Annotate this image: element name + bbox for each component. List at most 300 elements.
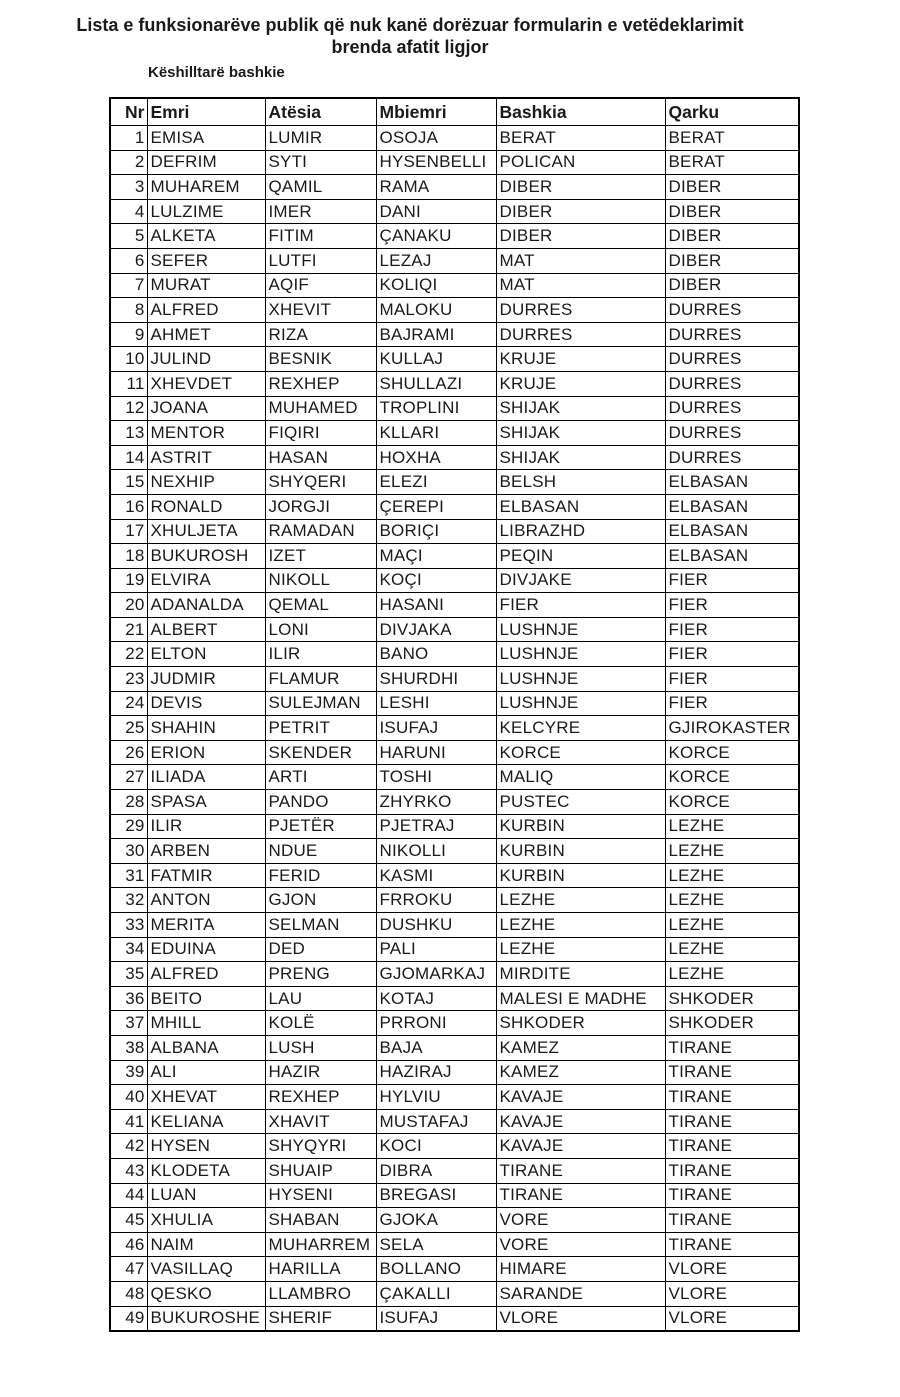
cell-mbiemri: HOXHA <box>376 445 496 470</box>
cell-qarku: LEZHE <box>665 888 799 913</box>
cell-mbiemri: BAJRAMI <box>376 322 496 347</box>
cell-bashkia: LEZHE <box>496 888 665 913</box>
table-row <box>110 667 799 692</box>
cell-atesia: HASAN <box>265 445 376 470</box>
cell-emri: ALFRED <box>147 962 265 987</box>
cell-emri: LUAN <box>147 1183 265 1208</box>
cell-qarku: DURRES <box>665 445 799 470</box>
cell-emri: ANTON <box>147 888 265 913</box>
table-row <box>110 322 799 347</box>
cell-atesia: NDUE <box>265 839 376 864</box>
cell-emri: DEFRIM <box>147 150 265 175</box>
cell-bashkia: LIBRAZHD <box>496 519 665 544</box>
cell-nr: 8 <box>110 298 147 323</box>
cell-emri: XHULIA <box>147 1208 265 1233</box>
cell-qarku: DURRES <box>665 371 799 396</box>
table-row <box>110 913 799 938</box>
cell-atesia: LAU <box>265 986 376 1011</box>
cell-emri: ALKETA <box>147 224 265 249</box>
cell-bashkia: SHIJAK <box>496 421 665 446</box>
table-row <box>110 1011 799 1036</box>
cell-emri: DEVIS <box>147 691 265 716</box>
cell-mbiemri: KOÇI <box>376 568 496 593</box>
cell-mbiemri: MAÇI <box>376 544 496 569</box>
cell-atesia: IZET <box>265 544 376 569</box>
cell-nr: 34 <box>110 937 147 962</box>
cell-atesia: RAMADAN <box>265 519 376 544</box>
cell-emri: ERION <box>147 740 265 765</box>
cell-bashkia: MAT <box>496 248 665 273</box>
cell-qarku: DIBER <box>665 199 799 224</box>
cell-nr: 3 <box>110 175 147 200</box>
table-row <box>110 544 799 569</box>
cell-nr: 20 <box>110 593 147 618</box>
table-row <box>110 1281 799 1306</box>
cell-qarku: LEZHE <box>665 937 799 962</box>
cell-mbiemri: BORIÇI <box>376 519 496 544</box>
cell-mbiemri: HYLVIU <box>376 1085 496 1110</box>
table-row <box>110 248 799 273</box>
cell-emri: JULIND <box>147 347 265 372</box>
cell-mbiemri: GJOMARKAJ <box>376 962 496 987</box>
cell-bashkia: KORCE <box>496 740 665 765</box>
cell-emri: LULZIME <box>147 199 265 224</box>
cell-qarku: LEZHE <box>665 814 799 839</box>
table-body <box>110 126 799 1332</box>
cell-atesia: XHEVIT <box>265 298 376 323</box>
cell-qarku: ELBASAN <box>665 544 799 569</box>
cell-atesia: MUHAMED <box>265 396 376 421</box>
cell-atesia: FERID <box>265 863 376 888</box>
cell-atesia: ILIR <box>265 642 376 667</box>
cell-bashkia: LUSHNJE <box>496 667 665 692</box>
cell-bashkia: KAVAJE <box>496 1134 665 1159</box>
cell-mbiemri: DANI <box>376 199 496 224</box>
table-row <box>110 937 799 962</box>
cell-atesia: HYSENI <box>265 1183 376 1208</box>
cell-bashkia: SHIJAK <box>496 396 665 421</box>
cell-bashkia: VORE <box>496 1232 665 1257</box>
cell-atesia: ARTI <box>265 765 376 790</box>
cell-emri: BUKUROSHE <box>147 1306 265 1331</box>
cell-emri: EMISA <box>147 126 265 151</box>
cell-nr: 41 <box>110 1109 147 1134</box>
cell-qarku: DIBER <box>665 248 799 273</box>
cell-nr: 18 <box>110 544 147 569</box>
table-row <box>110 1035 799 1060</box>
cell-nr: 35 <box>110 962 147 987</box>
cell-emri: XHEVAT <box>147 1085 265 1110</box>
cell-qarku: BERAT <box>665 150 799 175</box>
cell-nr: 28 <box>110 790 147 815</box>
cell-qarku: FIER <box>665 593 799 618</box>
cell-nr: 47 <box>110 1257 147 1282</box>
cell-emri: MENTOR <box>147 421 265 446</box>
cell-nr: 25 <box>110 716 147 741</box>
cell-emri: ALFRED <box>147 298 265 323</box>
cell-mbiemri: KLLARI <box>376 421 496 446</box>
table-row <box>110 199 799 224</box>
cell-qarku: DIBER <box>665 175 799 200</box>
cell-qarku: SHKODER <box>665 1011 799 1036</box>
cell-qarku: DURRES <box>665 421 799 446</box>
cell-nr: 22 <box>110 642 147 667</box>
cell-nr: 48 <box>110 1281 147 1306</box>
table-row <box>110 716 799 741</box>
cell-emri: MHILL <box>147 1011 265 1036</box>
table-row <box>110 1232 799 1257</box>
cell-qarku: TIRANE <box>665 1158 799 1183</box>
cell-nr: 13 <box>110 421 147 446</box>
table-row <box>110 568 799 593</box>
cell-bashkia: DIBER <box>496 224 665 249</box>
officials-table <box>109 97 800 1332</box>
cell-atesia: LLAMBRO <box>265 1281 376 1306</box>
header-atesia: Atësia <box>265 98 376 126</box>
cell-atesia: XHAVIT <box>265 1109 376 1134</box>
cell-emri: ILIADA <box>147 765 265 790</box>
table-row <box>110 470 799 495</box>
cell-atesia: SYTI <box>265 150 376 175</box>
cell-bashkia: SARANDE <box>496 1281 665 1306</box>
cell-mbiemri: BOLLANO <box>376 1257 496 1282</box>
cell-atesia: SELMAN <box>265 913 376 938</box>
cell-nr: 27 <box>110 765 147 790</box>
cell-nr: 45 <box>110 1208 147 1233</box>
cell-mbiemri: DIBRA <box>376 1158 496 1183</box>
cell-qarku: FIER <box>665 691 799 716</box>
cell-mbiemri: ELEZI <box>376 470 496 495</box>
cell-mbiemri: LESHI <box>376 691 496 716</box>
cell-nr: 1 <box>110 126 147 151</box>
cell-qarku: DIBER <box>665 224 799 249</box>
cell-qarku: BERAT <box>665 126 799 151</box>
cell-qarku: KORCE <box>665 740 799 765</box>
cell-emri: EDUINA <box>147 937 265 962</box>
cell-atesia: REXHEP <box>265 1085 376 1110</box>
table-row <box>110 494 799 519</box>
cell-bashkia: KAMEZ <box>496 1035 665 1060</box>
table-row <box>110 888 799 913</box>
cell-emri: QESKO <box>147 1281 265 1306</box>
cell-mbiemri: TOSHI <box>376 765 496 790</box>
cell-nr: 7 <box>110 273 147 298</box>
cell-emri: HYSEN <box>147 1134 265 1159</box>
cell-qarku: DURRES <box>665 322 799 347</box>
cell-qarku: DURRES <box>665 396 799 421</box>
cell-bashkia: MALESI E MADHE <box>496 986 665 1011</box>
cell-nr: 33 <box>110 913 147 938</box>
table-row <box>110 1183 799 1208</box>
cell-mbiemri: SELA <box>376 1232 496 1257</box>
cell-atesia: MUHARREM <box>265 1232 376 1257</box>
cell-bashkia: PUSTEC <box>496 790 665 815</box>
table-row <box>110 1085 799 1110</box>
cell-qarku: LEZHE <box>665 863 799 888</box>
table-row <box>110 445 799 470</box>
cell-mbiemri: ISUFAJ <box>376 716 496 741</box>
cell-qarku: FIER <box>665 617 799 642</box>
cell-mbiemri: SHURDHI <box>376 667 496 692</box>
cell-atesia: HARILLA <box>265 1257 376 1282</box>
cell-qarku: LEZHE <box>665 839 799 864</box>
table-row <box>110 150 799 175</box>
table-row <box>110 986 799 1011</box>
cell-emri: KELIANA <box>147 1109 265 1134</box>
cell-nr: 46 <box>110 1232 147 1257</box>
cell-bashkia: KRUJE <box>496 347 665 372</box>
table-row <box>110 593 799 618</box>
cell-nr: 12 <box>110 396 147 421</box>
cell-bashkia: SHKODER <box>496 1011 665 1036</box>
cell-bashkia: KURBIN <box>496 839 665 864</box>
cell-nr: 42 <box>110 1134 147 1159</box>
cell-emri: VASILLAQ <box>147 1257 265 1282</box>
table-row <box>110 396 799 421</box>
header-bashkia: Bashkia <box>496 98 665 126</box>
cell-atesia: PANDO <box>265 790 376 815</box>
cell-bashkia: VLORE <box>496 1306 665 1331</box>
table-row <box>110 273 799 298</box>
cell-bashkia: DURRES <box>496 322 665 347</box>
cell-mbiemri: BAJA <box>376 1035 496 1060</box>
cell-bashkia: KELCYRE <box>496 716 665 741</box>
cell-bashkia: LUSHNJE <box>496 691 665 716</box>
cell-nr: 17 <box>110 519 147 544</box>
cell-nr: 15 <box>110 470 147 495</box>
table-row <box>110 765 799 790</box>
cell-nr: 10 <box>110 347 147 372</box>
cell-bashkia: LEZHE <box>496 937 665 962</box>
cell-atesia: AQIF <box>265 273 376 298</box>
cell-mbiemri: SHULLAZI <box>376 371 496 396</box>
cell-nr: 30 <box>110 839 147 864</box>
cell-atesia: SHERIF <box>265 1306 376 1331</box>
cell-qarku: VLORE <box>665 1281 799 1306</box>
cell-mbiemri: ÇAKALLI <box>376 1281 496 1306</box>
cell-qarku: FIER <box>665 568 799 593</box>
cell-mbiemri: MALOKU <box>376 298 496 323</box>
cell-bashkia: VORE <box>496 1208 665 1233</box>
cell-qarku: VLORE <box>665 1257 799 1282</box>
table-row <box>110 347 799 372</box>
cell-emri: SEFER <box>147 248 265 273</box>
cell-nr: 49 <box>110 1306 147 1331</box>
cell-nr: 43 <box>110 1158 147 1183</box>
cell-nr: 39 <box>110 1060 147 1085</box>
cell-bashkia: SHIJAK <box>496 445 665 470</box>
cell-atesia: IMER <box>265 199 376 224</box>
cell-atesia: BESNIK <box>265 347 376 372</box>
cell-mbiemri: HASANI <box>376 593 496 618</box>
cell-qarku: ELBASAN <box>665 470 799 495</box>
table-row <box>110 126 799 151</box>
cell-nr: 21 <box>110 617 147 642</box>
cell-atesia: SKENDER <box>265 740 376 765</box>
cell-bashkia: BELSH <box>496 470 665 495</box>
cell-bashkia: KURBIN <box>496 863 665 888</box>
cell-qarku: DURRES <box>665 298 799 323</box>
cell-nr: 2 <box>110 150 147 175</box>
cell-atesia: PETRIT <box>265 716 376 741</box>
table-row <box>110 1257 799 1282</box>
cell-qarku: TIRANE <box>665 1232 799 1257</box>
cell-bashkia: TIRANE <box>496 1183 665 1208</box>
cell-mbiemri: RAMA <box>376 175 496 200</box>
cell-emri: JUDMIR <box>147 667 265 692</box>
document-title-line2: brenda afatit ligjor <box>331 37 489 57</box>
cell-emri: MURAT <box>147 273 265 298</box>
header-emri: Emri <box>147 98 265 126</box>
cell-mbiemri: HYSENBELLI <box>376 150 496 175</box>
cell-mbiemri: KOTAJ <box>376 986 496 1011</box>
cell-atesia: KOLË <box>265 1011 376 1036</box>
cell-nr: 29 <box>110 814 147 839</box>
cell-bashkia: DIBER <box>496 175 665 200</box>
table-row <box>110 1158 799 1183</box>
cell-emri: BEITO <box>147 986 265 1011</box>
table-row <box>110 1134 799 1159</box>
cell-atesia: LONI <box>265 617 376 642</box>
header-nr: Nr <box>110 98 147 126</box>
table-row <box>110 175 799 200</box>
document-title <box>0 14 820 58</box>
cell-mbiemri: KOLIQI <box>376 273 496 298</box>
cell-emri: XHEVDET <box>147 371 265 396</box>
cell-qarku: TIRANE <box>665 1208 799 1233</box>
cell-emri: ADANALDA <box>147 593 265 618</box>
table-row <box>110 519 799 544</box>
cell-bashkia: DIBER <box>496 199 665 224</box>
table-header-row <box>110 98 799 126</box>
cell-nr: 16 <box>110 494 147 519</box>
cell-emri: ALI <box>147 1060 265 1085</box>
cell-emri: FATMIR <box>147 863 265 888</box>
cell-mbiemri: KASMI <box>376 863 496 888</box>
cell-emri: NAIM <box>147 1232 265 1257</box>
cell-mbiemri: NIKOLLI <box>376 839 496 864</box>
header-mbiemri: Mbiemri <box>376 98 496 126</box>
cell-mbiemri: PRRONI <box>376 1011 496 1036</box>
cell-emri: ALBANA <box>147 1035 265 1060</box>
cell-atesia: NIKOLL <box>265 568 376 593</box>
cell-emri: ILIR <box>147 814 265 839</box>
cell-bashkia: POLICAN <box>496 150 665 175</box>
cell-mbiemri: FRROKU <box>376 888 496 913</box>
cell-atesia: SHYQERI <box>265 470 376 495</box>
cell-mbiemri: KULLAJ <box>376 347 496 372</box>
cell-emri: ELTON <box>147 642 265 667</box>
cell-bashkia: MIRDITE <box>496 962 665 987</box>
cell-mbiemri: ÇEREPI <box>376 494 496 519</box>
cell-atesia: LUSH <box>265 1035 376 1060</box>
cell-nr: 24 <box>110 691 147 716</box>
cell-atesia: LUTFI <box>265 248 376 273</box>
cell-atesia: DED <box>265 937 376 962</box>
cell-nr: 19 <box>110 568 147 593</box>
document-title-line1: Lista e funksionarëve publik që nuk kanë dorëzuar formularin e vetëdeklarimit <box>76 15 744 35</box>
cell-mbiemri: TROPLINI <box>376 396 496 421</box>
cell-atesia: JORGJI <box>265 494 376 519</box>
cell-mbiemri: BREGASI <box>376 1183 496 1208</box>
cell-bashkia: DIVJAKE <box>496 568 665 593</box>
cell-emri: RONALD <box>147 494 265 519</box>
cell-atesia: QEMAL <box>265 593 376 618</box>
cell-atesia: GJON <box>265 888 376 913</box>
cell-emri: ARBEN <box>147 839 265 864</box>
cell-bashkia: KAVAJE <box>496 1085 665 1110</box>
cell-nr: 14 <box>110 445 147 470</box>
table-row <box>110 1306 799 1331</box>
cell-bashkia: KRUJE <box>496 371 665 396</box>
cell-emri: NEXHIP <box>147 470 265 495</box>
cell-atesia: SHUAIP <box>265 1158 376 1183</box>
cell-nr: 5 <box>110 224 147 249</box>
table-row <box>110 814 799 839</box>
cell-emri: JOANA <box>147 396 265 421</box>
cell-qarku: TIRANE <box>665 1060 799 1085</box>
table-row <box>110 839 799 864</box>
cell-atesia: FITIM <box>265 224 376 249</box>
cell-atesia: PJETËR <box>265 814 376 839</box>
cell-mbiemri: HAZIRAJ <box>376 1060 496 1085</box>
cell-mbiemri: DIVJAKA <box>376 617 496 642</box>
cell-mbiemri: ZHYRKO <box>376 790 496 815</box>
cell-nr: 9 <box>110 322 147 347</box>
cell-emri: BUKUROSH <box>147 544 265 569</box>
cell-atesia: SHYQYRI <box>265 1134 376 1159</box>
cell-nr: 37 <box>110 1011 147 1036</box>
cell-mbiemri: GJOKA <box>376 1208 496 1233</box>
cell-qarku: TIRANE <box>665 1109 799 1134</box>
cell-qarku: KORCE <box>665 765 799 790</box>
cell-bashkia: LEZHE <box>496 913 665 938</box>
cell-emri: AHMET <box>147 322 265 347</box>
table-row <box>110 371 799 396</box>
cell-qarku: KORCE <box>665 790 799 815</box>
table-row <box>110 421 799 446</box>
cell-bashkia: MAT <box>496 273 665 298</box>
cell-qarku: TIRANE <box>665 1134 799 1159</box>
cell-nr: 11 <box>110 371 147 396</box>
table-row <box>110 298 799 323</box>
cell-atesia: REXHEP <box>265 371 376 396</box>
cell-qarku: TIRANE <box>665 1183 799 1208</box>
cell-qarku: TIRANE <box>665 1035 799 1060</box>
cell-atesia: PRENG <box>265 962 376 987</box>
header-qarku: Qarku <box>665 98 799 126</box>
table-row <box>110 1208 799 1233</box>
cell-qarku: ELBASAN <box>665 494 799 519</box>
cell-emri: SHAHIN <box>147 716 265 741</box>
table-row <box>110 691 799 716</box>
table-row <box>110 790 799 815</box>
cell-atesia: RIZA <box>265 322 376 347</box>
cell-mbiemri: MUSTAFAJ <box>376 1109 496 1134</box>
cell-emri: ALBERT <box>147 617 265 642</box>
table-row <box>110 863 799 888</box>
cell-emri: MUHAREM <box>147 175 265 200</box>
cell-bashkia: TIRANE <box>496 1158 665 1183</box>
cell-mbiemri: ISUFAJ <box>376 1306 496 1331</box>
cell-bashkia: LUSHNJE <box>496 617 665 642</box>
cell-atesia: SULEJMAN <box>265 691 376 716</box>
cell-qarku: ELBASAN <box>665 519 799 544</box>
cell-qarku: FIER <box>665 642 799 667</box>
cell-qarku: DIBER <box>665 273 799 298</box>
cell-bashkia: ELBASAN <box>496 494 665 519</box>
cell-bashkia: FIER <box>496 593 665 618</box>
